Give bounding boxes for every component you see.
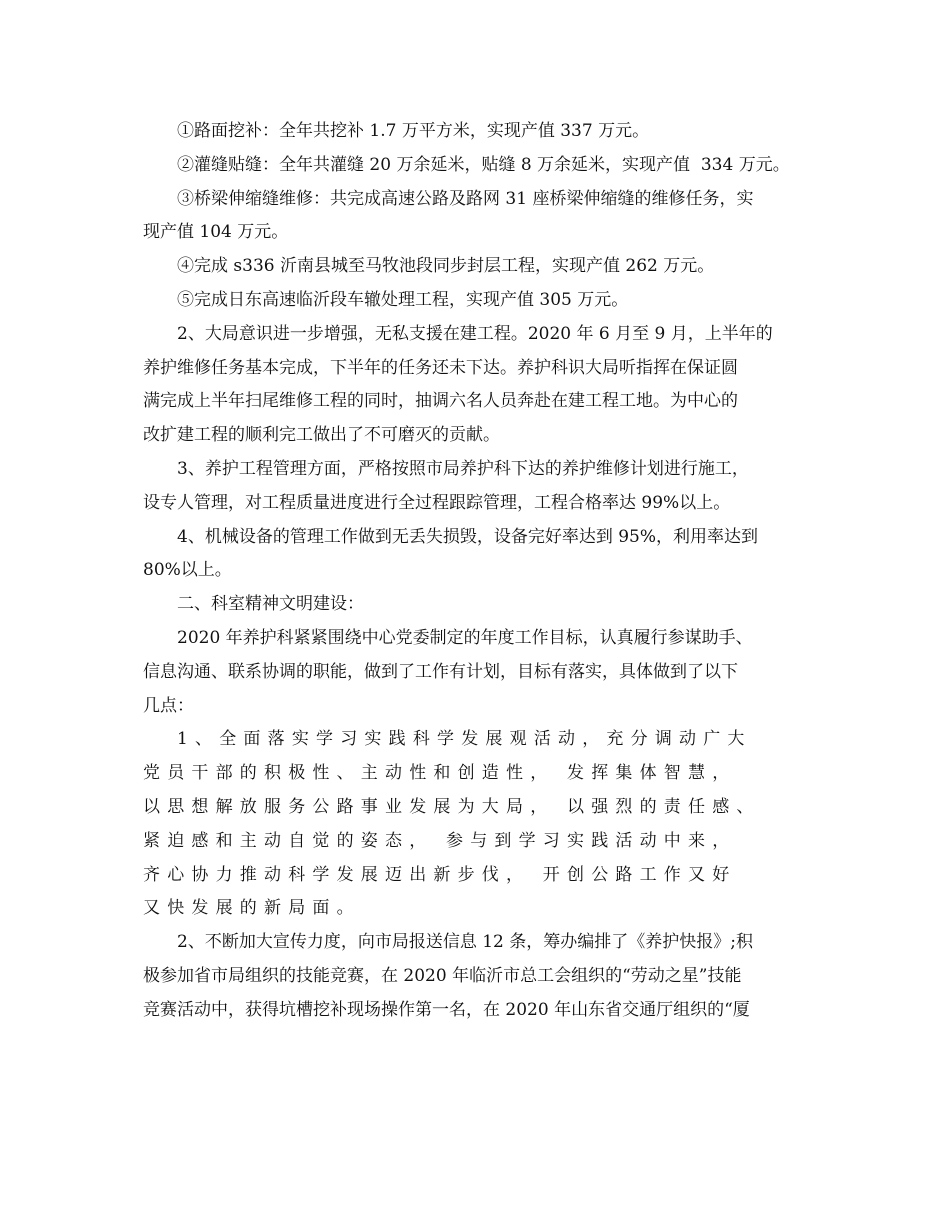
text-line: 紧迫感和主动自觉的姿态， 参与到学习实践活动中来， [143,830,737,851]
text-line: 以思想解放服务公路事业发展为大局， 以强烈的责任感、 [143,796,761,817]
text-line: ③桥梁伸缩缝维修：共完成高速公路及路网 31 座桥梁伸缩缝的维修任务，实 [177,188,754,209]
text-line: 又快发展的新局面。 [143,898,361,919]
text-line: 2、大局意识进一步增强，无私支援在建工程。2020 年 6 月至 9 月，上半年的 [177,323,773,344]
text-line: 竞赛活动中，获得坑槽挖补现场操作第一名，在 2020 年山东省交通厅组织的“厦 [143,999,750,1020]
text-line: 改扩建工程的顺利完工做出了不可磨灭的贡献。 [143,425,500,446]
text-line: 养护维修任务基本完成，下半年的任务还未下达。养护科识大局听指挥在保证圆 [143,357,738,378]
text-line: 2、不断加大宣传力度，向市局报送信息 12 条，筹办编排了《养护快报》;积 [177,932,753,953]
text-line: ⑤完成日东高速临沂段车辙处理工程，实现产值 305 万元。 [177,289,629,310]
document-body [143,115,813,1028]
text-line: 党员干部的积极性、主动性和创造性， 发挥集体智慧， [143,763,737,784]
text-line: 齐心协力推动科学发展迈出新步伐， 开创公路工作又好 [143,864,737,885]
text-line: 几点： [143,695,194,716]
text-line: 1、全面落实学习实践科学发展观活动，充分调动广大 [177,729,752,750]
text-line: ④完成 s336 沂南县城至马牧池段同步封层工程，实现产值 262 万元。 [177,256,715,277]
text-line: 80%以上。 [143,560,232,581]
text-line: 信息沟通、联系协调的职能，做到了工作有计划，目标有落实，具体做到了以下 [143,661,738,682]
section-heading: 二、科室精神文明建设： [177,594,364,615]
text-line: ①路面挖补：全年共挖补 1.7 万平方米，实现产值 337 万元。 [177,121,650,141]
text-line: 2020 年养护科紧紧围绕中心党委制定的年度工作目标，认真履行参谋助手、 [177,627,753,648]
text-line: 3、养护工程管理方面，严格按照市局养护科下达的养护维修计划进行施工， [177,458,749,479]
text-line: ②灌缝贴缝：全年共灌缝 20 万余延米，贴缝 8 万余延米，实现产值 334 万元。 [177,154,790,175]
text-line: 设专人管理，对工程质量进度进行全过程跟踪管理，工程合格率达 99%以上。 [143,492,731,513]
text-line: 现产值 104 万元。 [143,222,289,243]
text-line: 4、机械设备的管理工作做到无丢失损毁，设备完好率达到 95%，利用率达到 [177,526,759,547]
text-line: 满完成上半年扫尾维修工程的同时，抽调六名人员奔赴在建工程工地。为中心的 [143,391,738,412]
text-line: 极参加省市局组织的技能竞赛，在 2020 年临沂市总工会组织的“劳动之星”技能 [143,965,742,986]
